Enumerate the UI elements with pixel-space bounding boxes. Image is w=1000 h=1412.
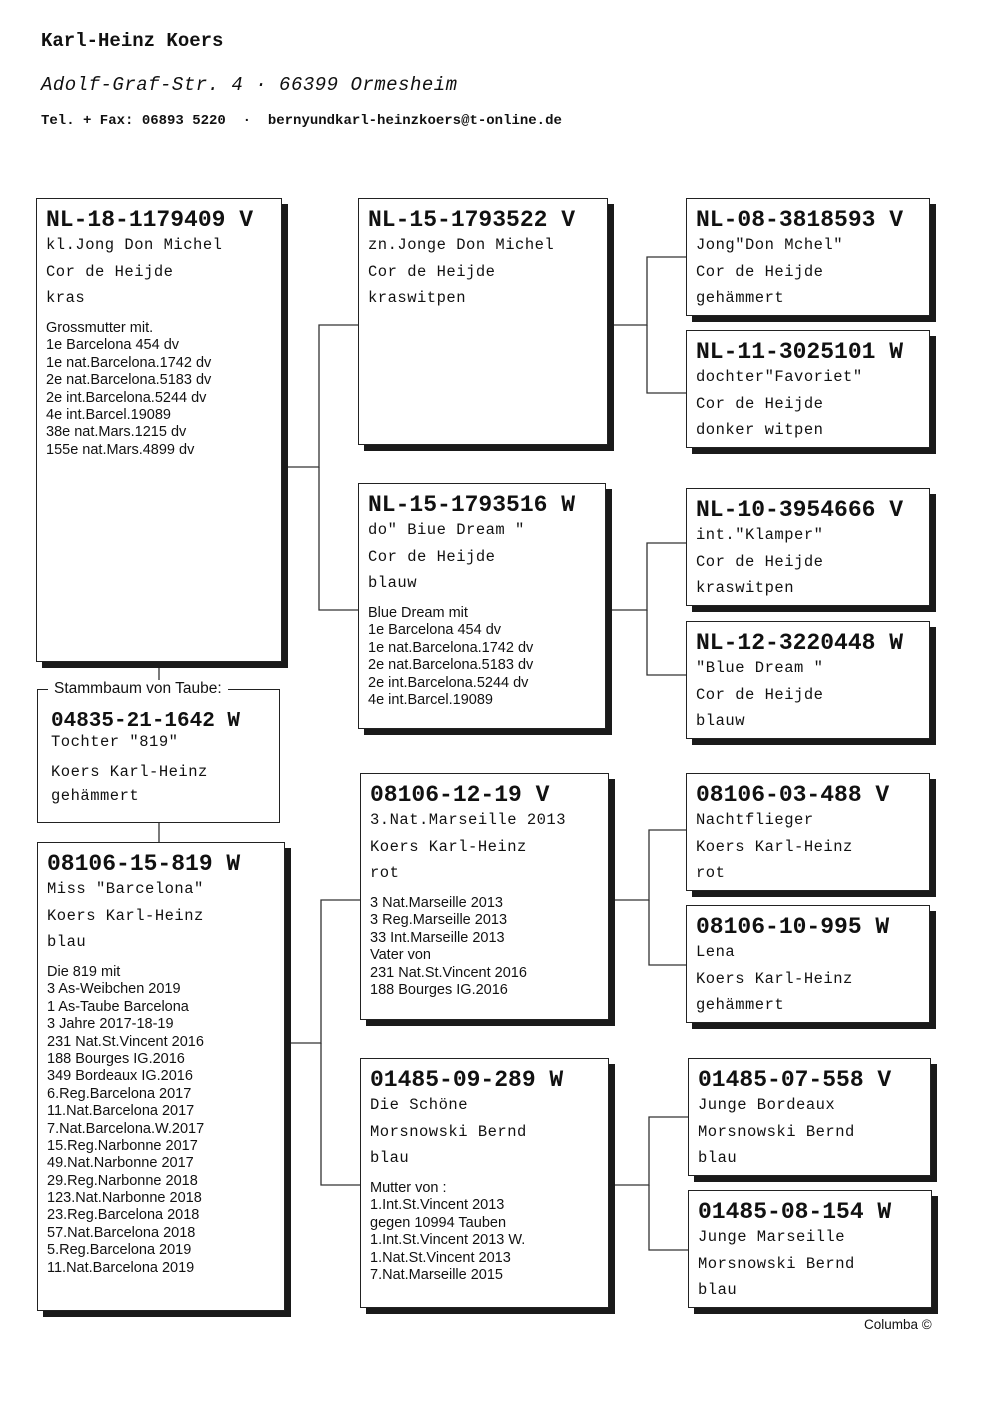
note-line: 1e Barcelona 454 dv — [368, 622, 502, 639]
pigeon-name: Lena — [696, 943, 736, 961]
note-line: 11.Nat.Barcelona 2017 — [47, 1103, 195, 1120]
note-line: 11.Nat.Barcelona 2019 — [47, 1259, 195, 1276]
pedigree-card-ds-dam — [686, 905, 930, 1023]
connector-dam-to-dam-sire — [285, 900, 360, 1043]
note-line: 123.Nat.Narbonne 2018 — [47, 1190, 202, 1207]
pigeon-name: kl.Jong Don Michel — [46, 236, 223, 254]
note-line: 155e nat.Mars.4899 dv — [46, 441, 195, 458]
note-line: 231 Nat.St.Vincent 2016 — [370, 964, 527, 981]
software-credit: Columba © — [864, 1317, 932, 1332]
breeder: Koers Karl-Heinz — [370, 838, 527, 856]
color: blauw — [696, 712, 746, 730]
connector-sd-dam — [647, 610, 686, 675]
note-line: 7.Nat.Barcelona.W.2017 — [47, 1120, 205, 1137]
note-line: 49.Nat.Narbonne 2017 — [47, 1155, 194, 1172]
subject-breeder: Koers Karl-Heinz — [51, 763, 208, 781]
breeder: Koers Karl-Heinz — [47, 907, 204, 925]
owner-contact: Tel. + Fax: 06893 5220 · bernyundkarl-heinzkoers@t-online.de — [41, 113, 562, 129]
owner-address: Adolf-Graf-Str. 4 · 66399 Ormesheim — [41, 74, 458, 96]
breeder: Cor de Heijde — [696, 686, 824, 704]
breeder: Cor de Heijde — [696, 553, 824, 571]
color: rot — [370, 864, 400, 882]
breeder: Morsnowski Bernd — [370, 1123, 527, 1141]
breeder: Cor de Heijde — [696, 395, 824, 413]
note-line: 2e int.Barcelona.5244 dv — [368, 674, 529, 691]
ring-number: NL-08-3818593 V — [696, 207, 904, 233]
color: kraswitpen — [696, 579, 795, 597]
note-line: 1e nat.Barcelona.1742 dv — [368, 639, 534, 656]
breeder: Koers Karl-Heinz — [696, 970, 853, 988]
pedigree-label: Stammbaum von Taube: — [48, 680, 228, 698]
note-line: 3 As-Weibchen 2019 — [47, 981, 181, 998]
pigeon-name: int."Klamper" — [696, 526, 824, 544]
breeder: Cor de Heijde — [368, 548, 496, 566]
note-line: 6.Reg.Barcelona 2017 — [47, 1085, 192, 1102]
note-line: Vater von — [370, 947, 431, 964]
pedigree-card-ds-sire — [686, 773, 930, 891]
ring-number: NL-12-3220448 W — [696, 630, 904, 656]
pigeon-name: Junge Marseille — [698, 1228, 846, 1246]
connector-ds-dam — [649, 900, 686, 965]
color: blau — [370, 1149, 410, 1167]
note-line: 4e int.Barcel.19089 — [368, 691, 493, 708]
color: blau — [47, 933, 87, 951]
pedigree-card-ss-dam — [686, 330, 930, 448]
breeder: Morsnowski Bernd — [698, 1255, 855, 1273]
note-line: 3 Nat.Marseille 2013 — [370, 895, 503, 911]
note-line: 23.Reg.Barcelona 2018 — [47, 1207, 200, 1224]
ring-number: 08106-15-819 W — [47, 851, 241, 877]
color: gehämmert — [696, 289, 785, 307]
ring-number: 08106-10-995 W — [696, 914, 890, 940]
color: blauw — [368, 574, 418, 592]
pedigree-card-dam-sire — [360, 773, 609, 1020]
pigeon-name: do" Biue Dream " — [368, 521, 525, 539]
note-line: 188 Bourges IG.2016 — [370, 981, 508, 998]
pedigree-card-sire-sire — [358, 198, 608, 445]
ring-number: NL-18-1179409 V — [46, 207, 254, 233]
color: donker witpen — [696, 421, 824, 439]
pedigree-card-sd-dam — [686, 621, 930, 739]
note-line: 1 As-Taube Barcelona — [47, 998, 189, 1015]
performance-notes — [47, 964, 276, 1277]
pigeon-name: Nachtflieger — [696, 811, 814, 829]
ring-number: NL-15-1793522 V — [368, 207, 576, 233]
color: blau — [698, 1281, 738, 1299]
owner-name: Karl-Heinz Koers — [41, 30, 224, 52]
ring-number: 01485-08-154 W — [698, 1199, 892, 1225]
note-line: 188 Bourges IG.2016 — [47, 1050, 185, 1067]
note-line: 3 Reg.Marseille 2013 — [370, 912, 508, 929]
pedigree-card-sire-dam — [358, 483, 606, 729]
connector-ds-sire — [609, 830, 686, 900]
pigeon-name: Jong"Don Mchel" — [696, 236, 844, 254]
note-line: 1.Nat.St.Vincent 2013 — [370, 1249, 511, 1266]
pigeon-name: 3.Nat.Marseille 2013 — [370, 811, 567, 829]
note-line: 1.Int.St.Vincent 2013 — [370, 1197, 505, 1214]
color: blau — [698, 1149, 738, 1167]
note-line: 1e Barcelona 454 dv — [46, 337, 180, 354]
performance-notes — [370, 895, 600, 999]
connector-sire-to-sire-dam — [319, 467, 358, 610]
performance-notes — [368, 605, 597, 709]
pedigree-card-dd-sire — [688, 1058, 931, 1176]
pedigree-card-ss-sire — [686, 198, 930, 316]
note-line: Mutter von : — [370, 1180, 447, 1196]
pedigree-card-sire — [36, 198, 282, 662]
connector-sire-to-sire-sire — [282, 325, 358, 467]
note-line: 2e int.Barcelona.5244 dv — [46, 389, 207, 406]
note-line: 1.Int.St.Vincent 2013 W. — [370, 1232, 526, 1249]
note-line: 349 Bordeaux IG.2016 — [47, 1068, 193, 1085]
subject-ring-number: 04835-21-1642 W — [51, 710, 241, 733]
performance-notes — [46, 320, 273, 459]
performance-notes — [370, 1180, 600, 1284]
note-line: 57.Nat.Barcelona 2018 — [47, 1224, 196, 1241]
pedigree-card-dam-dam — [360, 1058, 609, 1308]
subject-name: Tochter "819" — [51, 733, 179, 751]
breeder: Morsnowski Bernd — [698, 1123, 855, 1141]
note-line: 5.Reg.Barcelona 2019 — [47, 1242, 192, 1259]
ring-number: NL-11-3025101 W — [696, 339, 904, 365]
connector-ss-sire — [608, 257, 686, 325]
ring-number: NL-10-3954666 V — [696, 497, 904, 523]
note-line: 1e nat.Barcelona.1742 dv — [46, 354, 212, 371]
ring-number: 01485-09-289 W — [370, 1067, 564, 1093]
ring-number: 01485-07-558 V — [698, 1067, 892, 1093]
note-line: 2e nat.Barcelona.5183 dv — [46, 372, 212, 389]
pigeon-name: Junge Bordeaux — [698, 1096, 836, 1114]
pedigree-card-dam — [37, 842, 285, 1311]
note-line: 7.Nat.Marseille 2015 — [370, 1266, 503, 1283]
note-line: 4e int.Barcel.19089 — [46, 406, 171, 423]
note-line: 231 Nat.St.Vincent 2016 — [47, 1033, 204, 1050]
pigeon-name: zn.Jonge Don Michel — [368, 236, 555, 254]
ring-number: 08106-12-19 V — [370, 782, 550, 808]
color: rot — [696, 864, 726, 882]
pedigree-card-sd-sire — [686, 488, 930, 606]
pigeon-name: dochter"Favoriet" — [696, 368, 863, 386]
pigeon-name: "Blue Dream " — [696, 659, 824, 677]
connector-sd-sire — [606, 543, 686, 610]
note-line: 29.Reg.Narbonne 2018 — [47, 1172, 198, 1189]
note-line: Blue Dream mit — [368, 605, 468, 621]
note-line: 38e nat.Mars.1215 dv — [46, 424, 187, 441]
connector-ss-dam — [647, 325, 686, 393]
note-line: Die 819 mit — [47, 964, 121, 980]
pedigree-card-dd-dam — [688, 1190, 932, 1308]
color: kraswitpen — [368, 289, 467, 307]
breeder: Cor de Heijde — [368, 263, 496, 281]
subject-color: gehämmert — [51, 787, 140, 805]
note-line: 15.Reg.Narbonne 2017 — [47, 1137, 198, 1154]
color: kras — [46, 289, 86, 307]
breeder: Cor de Heijde — [696, 263, 824, 281]
note-line: 3 Jahre 2017-18-19 — [47, 1016, 174, 1033]
connector-dam-to-dam-dam — [321, 1043, 360, 1185]
connector-dd-dam — [649, 1185, 688, 1250]
breeder: Cor de Heijde — [46, 263, 174, 281]
pigeon-name: Die Schöne — [370, 1096, 469, 1114]
note-line: 2e nat.Barcelona.5183 dv — [368, 657, 534, 674]
ring-number: NL-15-1793516 W — [368, 492, 576, 518]
connector-dd-sire — [609, 1117, 688, 1185]
pigeon-name: Miss "Barcelona" — [47, 880, 204, 898]
note-line: gegen 10994 Tauben — [370, 1214, 507, 1231]
note-line: 33 Int.Marseille 2013 — [370, 929, 505, 946]
ring-number: 08106-03-488 V — [696, 782, 890, 808]
color: gehämmert — [696, 996, 785, 1014]
note-line: Grossmutter mit. — [46, 320, 154, 336]
breeder: Koers Karl-Heinz — [696, 838, 853, 856]
